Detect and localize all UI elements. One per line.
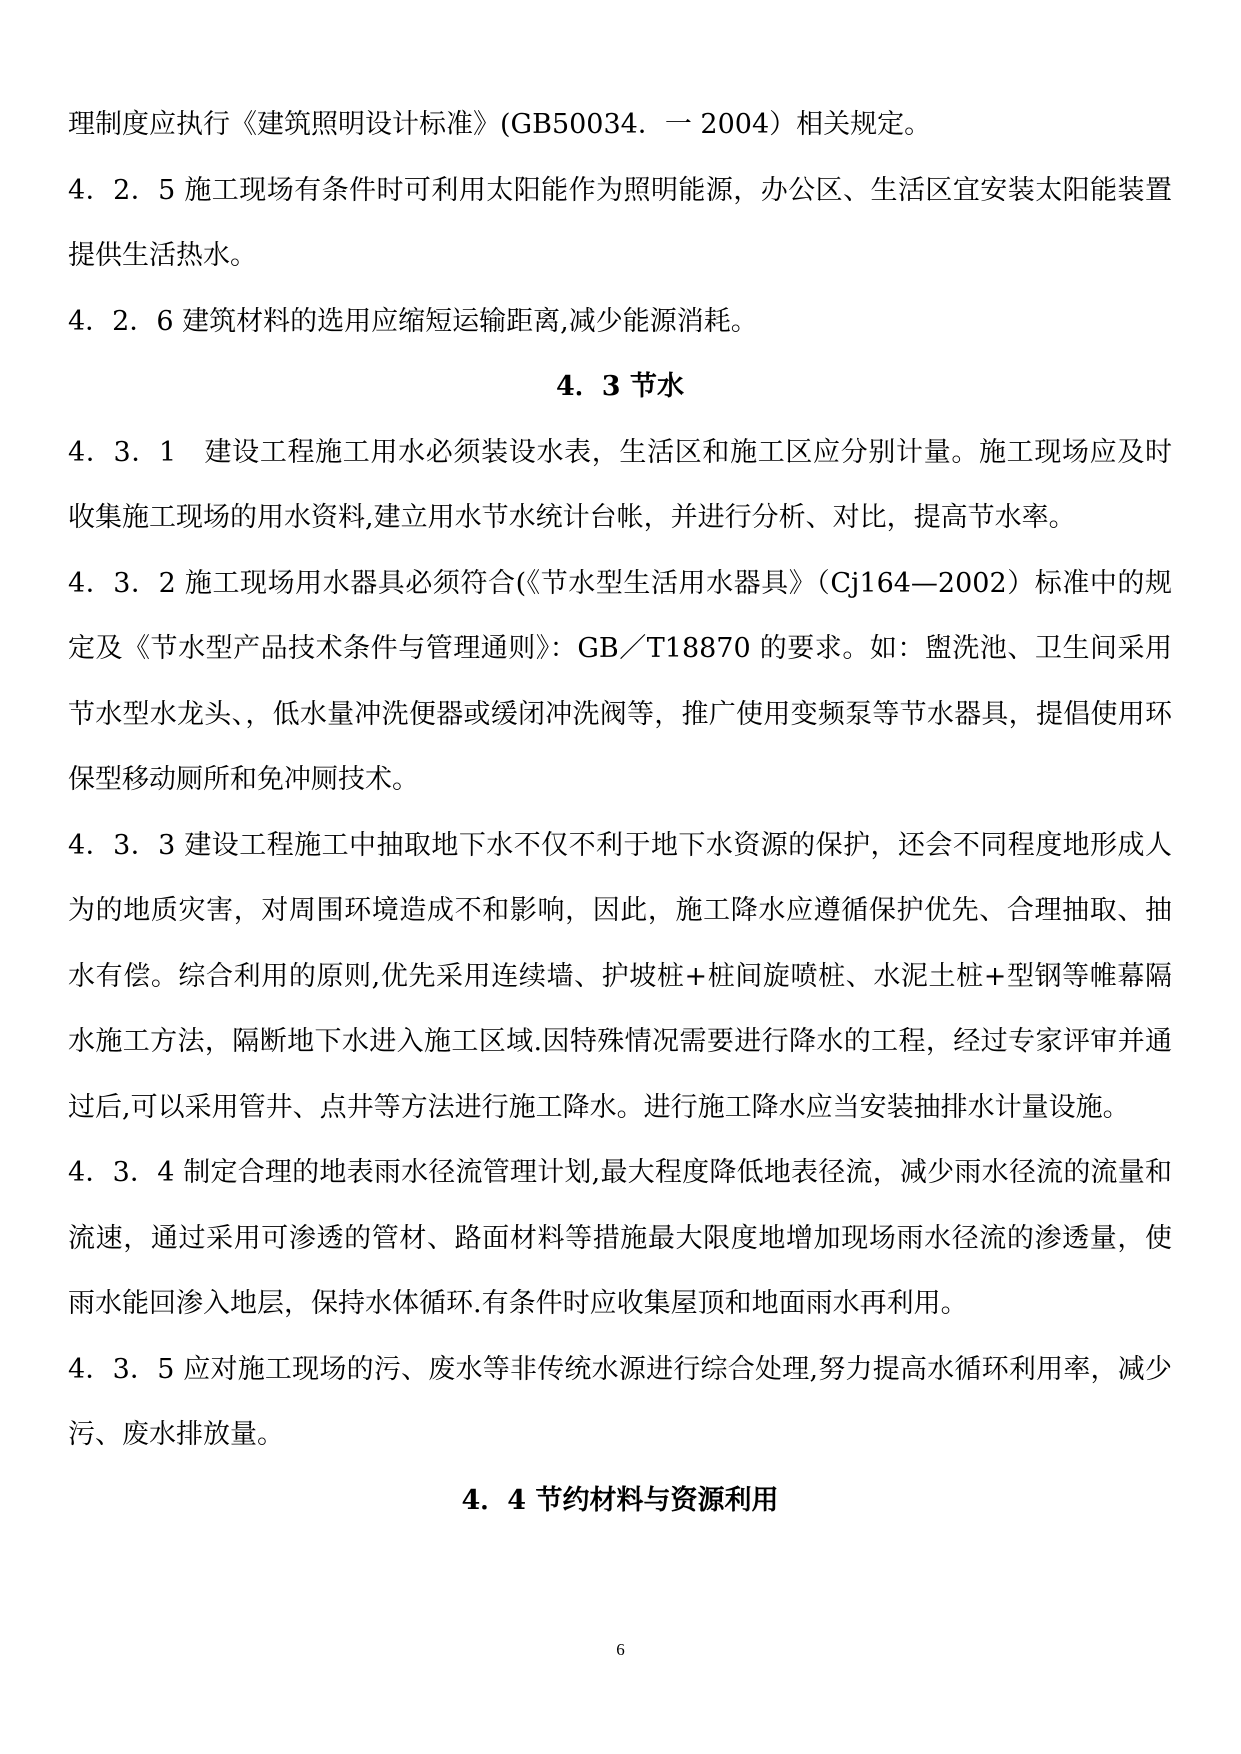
section-heading-material-saving: 4．4 节约材料与资源利用 <box>461 1484 779 1516</box>
paragraph-4-2-5: 4．2．5 施工现场有条件时可利用太阳能作为照明能源，办公区、生活区宜安装太阳能装置提供生活热水。 <box>68 174 1172 271</box>
paragraph-4-3-3: 4．3．3 建设工程施工中抽取地下水不仅不利于地下水资源的保护，还会不同程度地形成人为的地质灾害，对周围环境造成不和影响，因此，施工降水应遵循保护优先、合理抽取、抽水有偿。综合利用的原则,优先采用连续墙、护坡桩+桩间旋喷桩、水泥土桩+型钢等帷幕隔水施工方法，隔断地下水进入施工区域.因特殊情况需要进行降水的工程，经过专家评审并通过后,可以采用管井、点井等方法进行施工降水。进行施工降水应当安装抽排水计量设施。 <box>68 829 1172 1123</box>
section-heading-water-saving: 4．3 节水 <box>556 371 684 402</box>
paragraph-4-3-4: 4．3．4 制定合理的地表雨水径流管理计划,最大程度降低地表径流，减少雨水径流的流量和流速，通过采用可渗透的管材、路面材料等措施最大限度地增加现场雨水径流的渗透量，使雨水能回渗入地层，保持水体循环.有条件时应收集屋顶和地面雨水再利用。 <box>68 1157 1172 1319</box>
paragraph-4-3-1: 4．3．1 建设工程施工用水必须装设水表，生活区和施工区应分别计量。施工现场应及时收集施工现场的用水资料,建立用水节水统计台帐，并进行分析、对比，提高节水率。 <box>68 436 1172 533</box>
document-body <box>68 92 1172 1533</box>
paragraph-4-3-2: 4．3．2 施工现场用水器具必须符合(《节水型生活用水器具》（Cj164—2002）标准中的规定及《节水型产品技术条件与管理通则》：GB／T18870 的要求。如：盥洗池、卫生间采用节水型水龙头、，低水量冲洗便器或缓闭冲洗阀等，推广使用变频泵等节水器具，提倡使用环保型移动厕所和免冲厕技术。 <box>68 567 1172 795</box>
paragraph-4-3-5: 4．3．5 应对施工现场的污、废水等非传统水源进行综合处理,努力提高水循环利用率，减少污、废水排放量。 <box>68 1353 1172 1450</box>
paragraph-lighting-standard: 理制度应执行《建筑照明设计标准》(GB50034．一 2004）相关规定。 <box>68 109 932 140</box>
page-number: 6 <box>616 1640 625 1659</box>
paragraph-4-2-6: 4．2．6 建筑材料的选用应缩短运输距离,减少能源消耗。 <box>68 305 758 337</box>
